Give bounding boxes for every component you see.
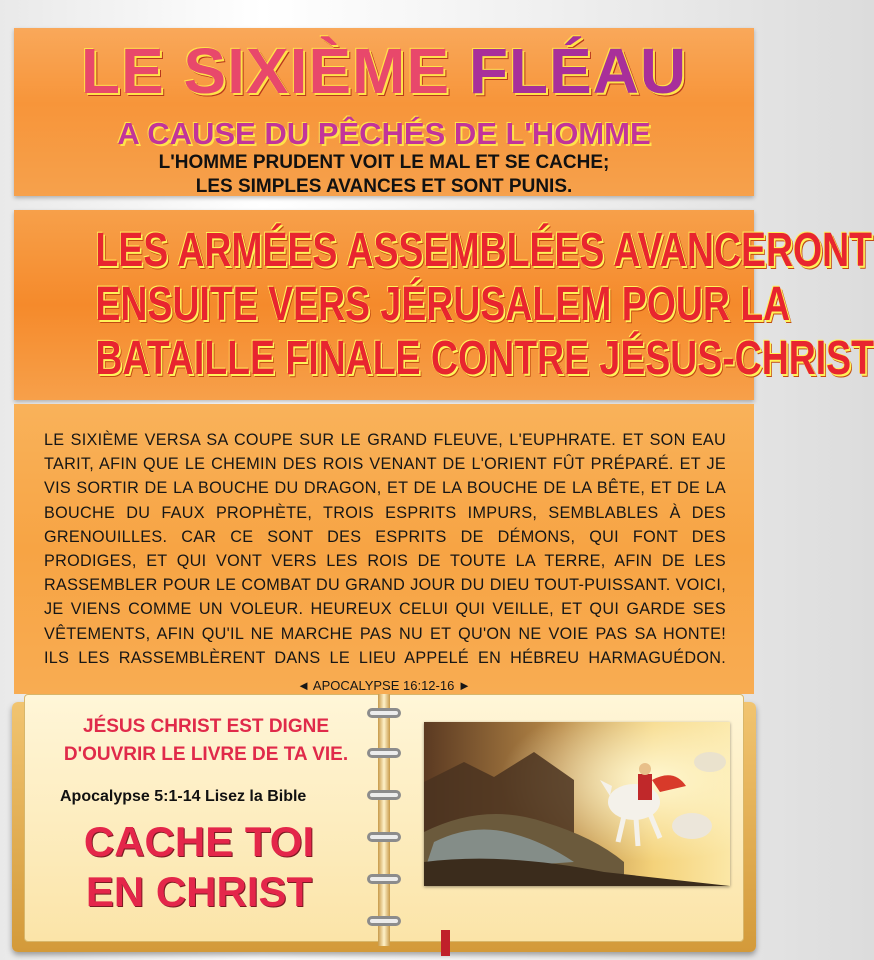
proverb-line-2: LES SIMPLES AVANCES ET SONT PUNIS. bbox=[195, 176, 573, 197]
rider-on-white-horse-painting bbox=[424, 722, 730, 886]
main-title bbox=[14, 34, 754, 108]
book-line-1: JÉSUS CHRIST EST DIGNE bbox=[83, 716, 329, 737]
bookmark-ribbon bbox=[441, 930, 450, 956]
title-panel bbox=[14, 28, 754, 196]
verse-text: LE SIXIÈME VERSA SA COUPE SUR LE GRAND FLEUVE, L'EUPHRATE. ET SON EAU TARIT, AFIN QUE LE CHEMIN DES ROIS VENANT DE L'ORIENT FÛT PRÉPARÉ. ET JE VIS SORTIR DE LA BOUCHE DU DRAGON, ET DE LA BOUCHE DE LA BÊTE, ET DE LA BOUCHE DU FAUX PROPHÈTE, TROIS ESPRITS IMPURS, SEMBLABLES À DES GRENOUILLES. CAR CE SONT DES ESPRITS DE DÉMONS, QUI FONT DES PRODIGES, ET QUI VONT VERS LES ROIS DE TOUTE LA TERRE, AFIN DE LES RASSEMBLER POUR LE COMBAT DU GRAND JOUR DU DIEU TOUT-PUISSANT. VOICI, JE VIENS COMME UN VOLEUR. HEUREUX CELUI QUI VEILLE, ET QUI GARDE SES VÊTEMENTS, AFIN QU'IL NE MARCHE PAS NU ET QU'ON NE VOIE PAS SA HONTE! ILS LES RASSEMBLÈRENT DANS LE LIEU APPELÉ EN HÉBREU HARMAGUÉDON. bbox=[44, 431, 726, 667]
binder-ring bbox=[367, 790, 401, 800]
book-spine bbox=[378, 694, 390, 946]
binder-ring bbox=[367, 708, 401, 718]
binder-ring bbox=[367, 748, 401, 758]
main-title-part2: FLÉAU bbox=[468, 35, 688, 107]
cta-line-2: EN CHRIST bbox=[85, 868, 313, 915]
verse-panel bbox=[14, 404, 754, 694]
headline-line-1: LES ARMÉES ASSEMBLÉES AVANCERONT bbox=[95, 224, 873, 277]
book-line-2: D'OUVRIR LE LIVRE DE TA VIE. bbox=[63, 744, 349, 765]
headline-line-2: ENSUITE VERS JÉRUSALEM POUR LA bbox=[95, 278, 791, 331]
headline-line-3: BATAILLE FINALE CONTRE JÉSUS-CHRIST bbox=[95, 332, 874, 385]
headline-panel bbox=[14, 210, 874, 400]
verse-reference: ◄ APOCALYPSE 16:12-16 ► bbox=[297, 678, 471, 693]
binder-ring bbox=[367, 874, 401, 884]
subtitle: A CAUSE DU PÊCHÉS DE L'HOMME bbox=[117, 116, 651, 151]
binder-ring bbox=[367, 832, 401, 842]
open-book bbox=[12, 694, 756, 956]
main-title-part1: LE SIXIÈME bbox=[80, 35, 469, 107]
bible-reading: Apocalypse 5:1-14 Lisez la Bible bbox=[60, 788, 307, 805]
cta-line-1: CACHE TOI bbox=[83, 818, 315, 865]
proverb-line-1: L'HOMME PRUDENT VOIT LE MAL ET SE CACHE; bbox=[158, 152, 610, 173]
binder-ring bbox=[367, 916, 401, 926]
